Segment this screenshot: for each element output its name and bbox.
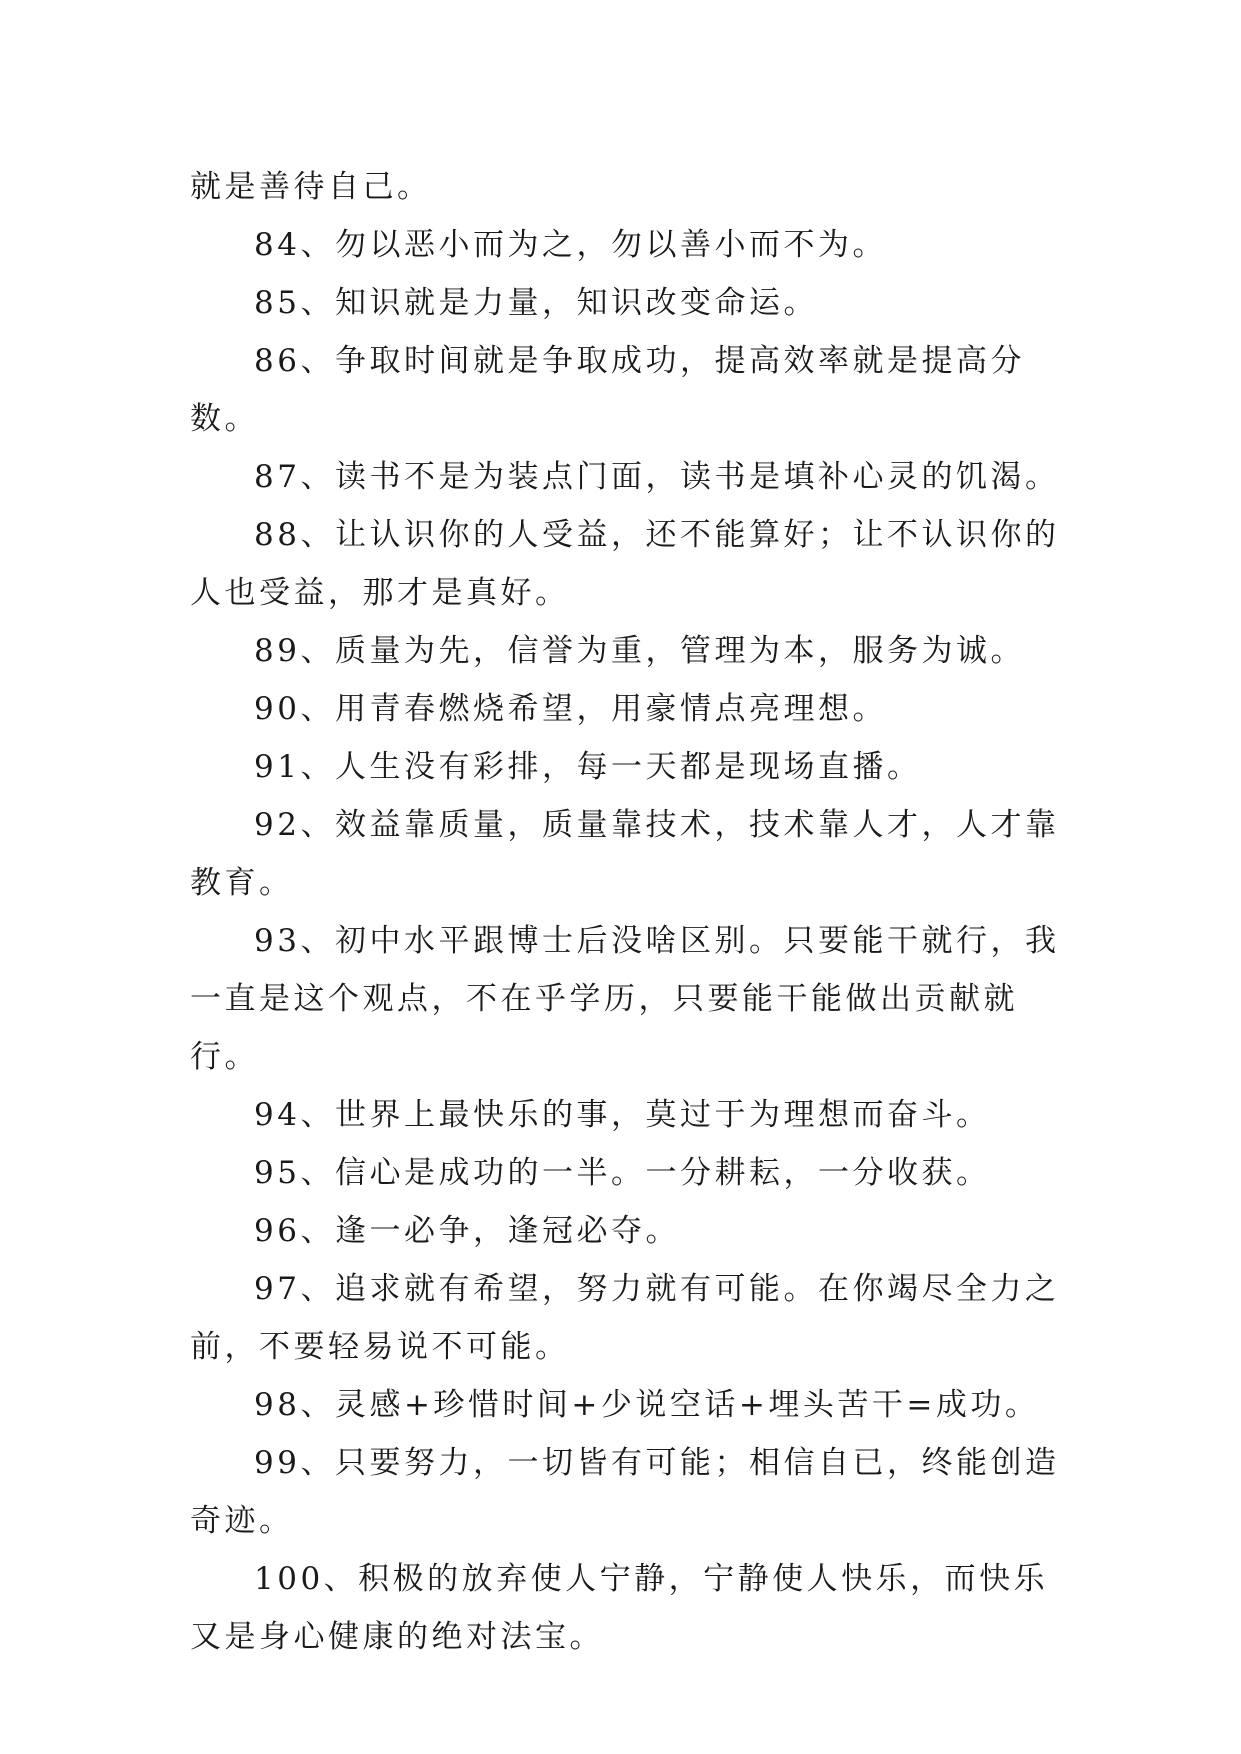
paragraph-90: 90、用青春燃烧希望，用豪情点亮理想。 (254, 691, 887, 727)
document-body (190, 158, 1070, 1666)
paragraph-91: 91、人生没有彩排，每一天都是现场直播。 (254, 749, 922, 785)
paragraph-97: 97、追求就有希望，努力就有可能。在你竭尽全力之前，不要轻易说不可能。 (190, 1271, 1060, 1365)
paragraph-89: 89、质量为先，信誉为重，管理为本，服务为诚。 (254, 633, 1025, 669)
paragraph-99: 99、只要努力，一切皆有可能；相信自已，终能创造奇迹。 (190, 1445, 1060, 1539)
paragraph-continuation: 就是善待自己。 (190, 169, 432, 205)
paragraph-86: 86、争取时间就是争取成功，提高效率就是提高分数。 (190, 343, 1025, 437)
paragraph-88: 88、让认识你的人受益，还不能算好；让不认识你的人也受益，那才是真好。 (190, 517, 1060, 611)
paragraph-100: 100、积极的放弃使人宁静，宁静使人快乐，而快乐又是身心健康的绝对法宝。 (190, 1561, 1049, 1655)
paragraph-85: 85、知识就是力量，知识改变命运。 (254, 285, 818, 321)
paragraph-93: 93、初中水平跟博士后没啥区别。只要能干就行，我一直是这个观点，不在乎学历，只要能干能做出贡献就行。 (190, 923, 1060, 1075)
paragraph-94: 94、世界上最快乐的事，莫过于为理想而奋斗。 (254, 1097, 991, 1133)
paragraph-87: 87、读书不是为装点门面，读书是填补心灵的饥渴。 (254, 459, 1060, 495)
paragraph-96: 96、逢一必争，逢冠必夺。 (254, 1213, 680, 1249)
paragraph-84: 84、勿以恶小而为之，勿以善小而不为。 (254, 227, 887, 263)
paragraph-92: 92、效益靠质量，质量靠技术，技术靠人才，人才靠教育。 (190, 807, 1060, 901)
paragraph-95: 95、信心是成功的一半。一分耕耘，一分收获。 (254, 1155, 991, 1191)
paragraph-98: 98、灵感+珍惜时间+少说空话+埋头苦干=成功。 (254, 1387, 1040, 1423)
